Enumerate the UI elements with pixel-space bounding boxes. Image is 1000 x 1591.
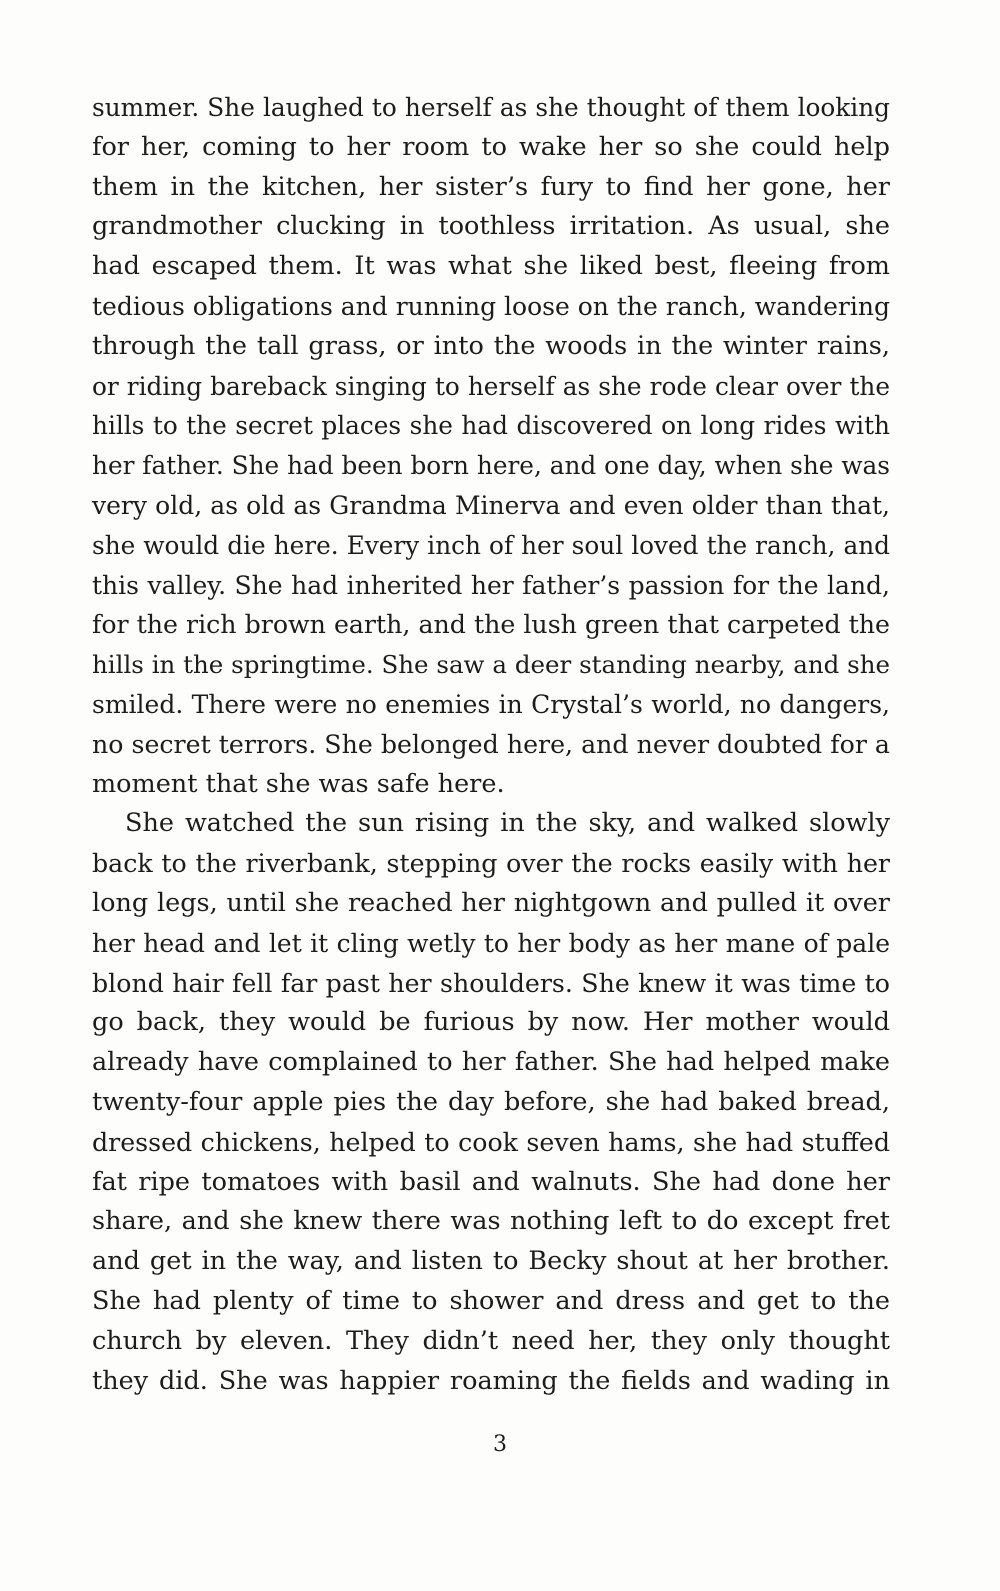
- text-line: moment that she was safe here.: [92, 768, 505, 799]
- text-line: blond hair fell far past her shoulders. She knew it was time to: [92, 968, 890, 998]
- text-line: already have complained to her father. She had helped make: [92, 1047, 890, 1078]
- text-line: grandmother clucking in toothless irritation. As usual, she: [92, 211, 890, 242]
- paragraph-2: [92, 804, 890, 1401]
- text-line: for the rich brown earth, and the lush green that carpeted the: [92, 610, 890, 640]
- text-line: long legs, until she reached her nightgown and pulled it over: [92, 887, 890, 918]
- text-line: and get in the way, and listen to Becky shout at her brother.: [92, 1246, 890, 1277]
- page-number: 3: [493, 1432, 507, 1457]
- text-line: smiled. There were no enemies in Crystal’s world, no dangers,: [92, 689, 890, 719]
- text-line: twenty-four apple pies the day before, she had baked bread,: [92, 1086, 890, 1117]
- text-line: She watched the sun rising in the sky, and walked slowly: [125, 808, 890, 839]
- text-line: them in the kitchen, her sister’s fury to find her gone, her: [92, 171, 890, 202]
- text-line: had escaped them. It was what she liked best, fleeing from: [92, 251, 890, 282]
- paragraph-1: [92, 88, 890, 804]
- text-line: this valley. She had inherited her father’s passion for the land,: [92, 570, 890, 600]
- text-line: they did. She was happier roaming the fields and wading in: [92, 1365, 890, 1396]
- text-line: share, and she knew there was nothing left to do except fret: [92, 1206, 890, 1237]
- text-line: fat ripe tomatoes with basil and walnuts. She had done her: [92, 1166, 890, 1197]
- text-line: dressed chickens, helped to cook seven hams, she had stuffed: [92, 1127, 890, 1157]
- text-line: for her, coming to her room to wake her so she could help: [92, 131, 890, 162]
- text-line: or riding bareback singing to herself as she rode clear over the: [92, 371, 890, 401]
- text-line: She had plenty of time to shower and dress and get to the: [92, 1285, 890, 1316]
- text-line: hills to the secret places she had discovered on long rides with: [92, 411, 890, 441]
- text-line: she would die here. Every inch of her soul loved the ranch, and: [92, 530, 890, 560]
- text-line: go back, they would be furious by now. Her mother would: [92, 1007, 890, 1038]
- text-line: no secret terrors. She belonged here, and never doubted for a: [92, 729, 890, 759]
- text-line: her father. She had been born here, and one day, when she was: [92, 451, 890, 481]
- text-line: summer. She laughed to herself as she thought of them looking: [92, 93, 890, 122]
- text-line: church by eleven. They didn’t need her, they only thought: [92, 1325, 890, 1356]
- text-line: hills in the springtime. She saw a deer standing nearby, and she: [92, 650, 890, 680]
- text-line: back to the riverbank, stepping over the rocks easily with her: [92, 849, 890, 879]
- text-line: very old, as old as Grandma Minerva and even older than that,: [92, 490, 890, 520]
- text-line: tedious obligations and running loose on the ranch, wandering: [92, 291, 890, 321]
- text-line: through the tall grass, or into the woods in the winter rains,: [92, 330, 890, 361]
- body-text: [92, 88, 890, 1401]
- text-line: her head and let it cling wetly to her body as her mane of pale: [92, 928, 890, 958]
